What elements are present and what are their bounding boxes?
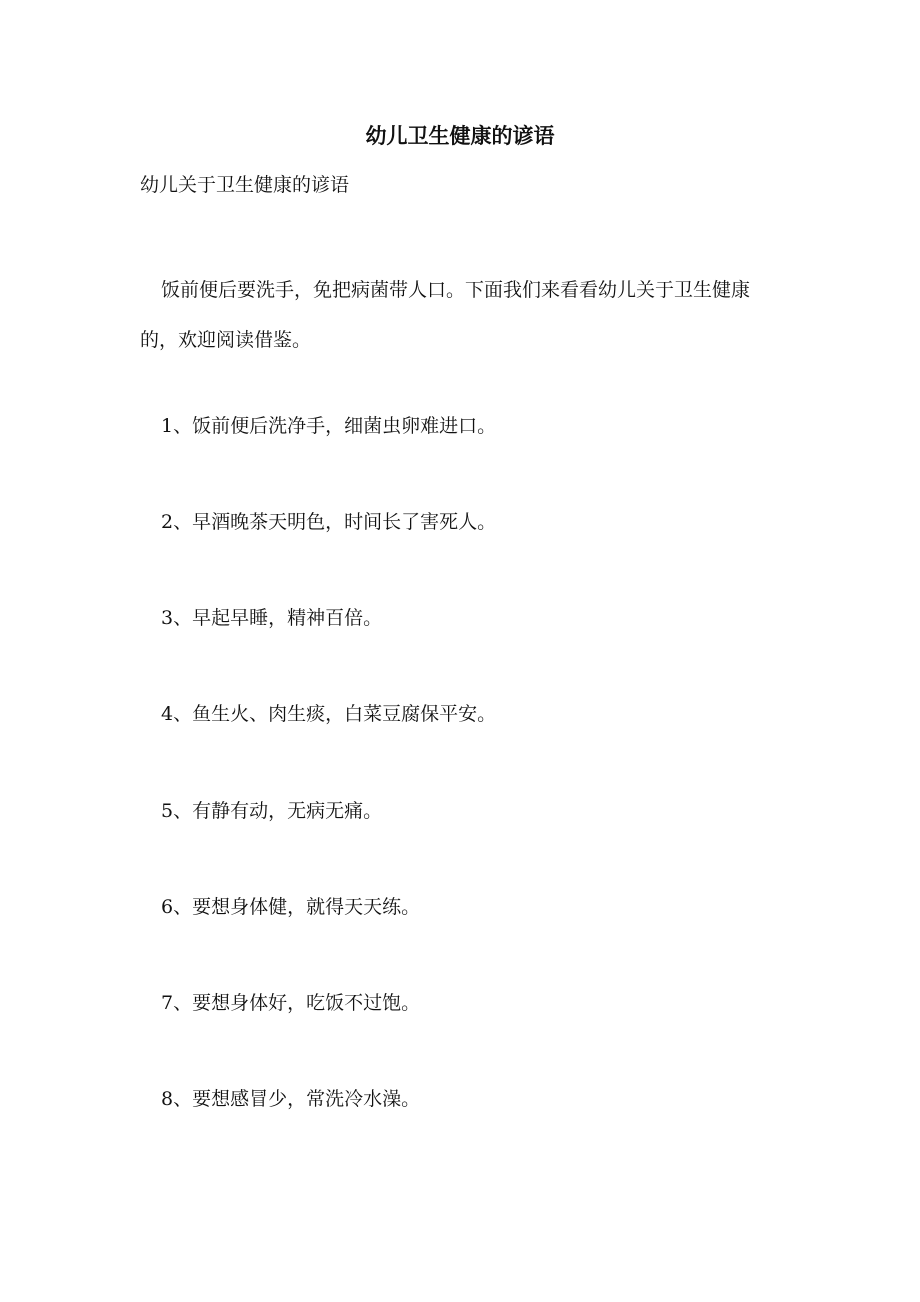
proverb-item-8: 8、要想感冒少，常洗冷水澡。	[161, 1088, 421, 1110]
proverb-item-3: 3、早起早睡，精神百倍。	[161, 607, 383, 629]
document-subtitle: 幼儿关于卫生健康的谚语	[140, 174, 350, 196]
proverb-item-4: 4、鱼生火、肉生痰，白菜豆腐保平安。	[161, 703, 497, 725]
intro-paragraph: 饭前便后要洗手，免把病菌带人口。下面我们来看看幼儿关于卫生健康的，欢迎阅读借鉴。	[140, 279, 751, 351]
proverb-item-6: 6、要想身体健，就得天天练。	[161, 896, 421, 918]
proverb-item-1: 1、饭前便后洗净手，细菌虫卵难进口。	[161, 415, 497, 437]
proverb-item-5: 5、有静有动，无病无痛。	[161, 800, 383, 822]
document-title: 幼儿卫生健康的谚语	[365, 123, 555, 148]
proverb-item-2: 2、早酒晚茶天明色，时间长了害死人。	[161, 511, 497, 533]
proverb-item-7: 7、要想身体好，吃饭不过饱。	[161, 992, 421, 1014]
